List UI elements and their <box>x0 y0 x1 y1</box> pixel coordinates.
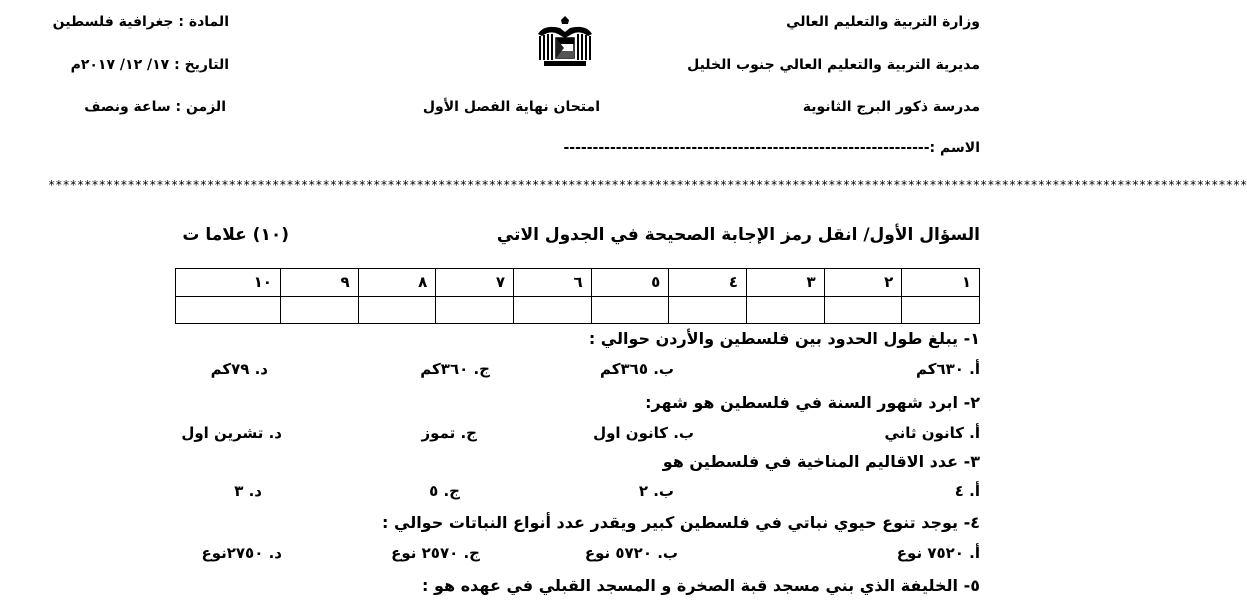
item-4-option-d: د. ٢٧٥٠نوع <box>201 544 282 562</box>
answer-number: ٩ <box>280 269 358 297</box>
item-3-option-c: ج. ٥ <box>429 482 460 500</box>
exam-title: امتحان نهاية الفصل الأول <box>422 99 600 115</box>
answer-table-header-row <box>176 269 980 297</box>
answer-cell <box>436 296 514 324</box>
answer-number: ٧ <box>436 269 514 297</box>
item-4-question: ٤- يوجد تنوع حيوي نباتي في فلسطين كبير ويقدر عدد أنواع النباتات حوالي : <box>382 513 980 532</box>
item-2-option-b: ب. كانون اول <box>593 424 694 442</box>
item-2-option-c: ج. تموز <box>421 424 477 442</box>
question-1-marks: (١٠) علاما ت <box>182 225 289 245</box>
directorate-name: مديرية التربية والتعليم العالي جنوب الخليل <box>687 57 980 73</box>
item-1-option-c: ج. ٣٦٠كم <box>420 360 490 378</box>
eagle-emblem-icon <box>534 14 596 68</box>
answer-number: ٥ <box>591 269 669 297</box>
item-2-option-d: د. تشرين اول <box>181 424 282 442</box>
question-1-title: السؤال الأول/ انقل رمز الإجابة الصحيحة في الجدول الاتي <box>496 225 980 245</box>
item-4-option-a: أ. ٧٥٢٠ نوع <box>896 544 980 562</box>
item-3-option-b: ب. ٢ <box>638 482 674 500</box>
answer-cell <box>669 296 747 324</box>
date-label: التاريخ : ١٧/ ١٢/ ٢٠١٧م <box>70 57 229 73</box>
item-1-option-b: ب. ٣٦٥كم <box>600 360 674 378</box>
item-4-option-c: ج. ٢٥٧٠ نوع <box>391 544 480 562</box>
answer-number: ١٠ <box>176 269 281 297</box>
item-1-question: ١- يبلغ طول الحدود بين فلسطين والأردن حوالي : <box>588 329 980 348</box>
answer-cell <box>176 296 281 324</box>
ministry-name: وزارة التربية والتعليم العالي <box>786 14 980 30</box>
item-3-option-d: د. ٣ <box>234 482 262 500</box>
duration-label: الزمن : ساعة ونصف <box>84 99 226 115</box>
answer-cell <box>746 296 824 324</box>
answer-cell <box>513 296 591 324</box>
student-name-field: الاسم :--------------------------------------------------------------- <box>563 140 980 156</box>
item-3-question: ٣- عدد الاقاليم المناخية في فلسطين هو <box>662 452 980 471</box>
answer-number: ٦ <box>513 269 591 297</box>
item-1-option-a: أ. ٦٣٠كم <box>915 360 980 378</box>
answer-number: ١ <box>902 269 980 297</box>
answer-number: ٨ <box>358 269 436 297</box>
item-3-option-a: أ. ٤ <box>954 482 980 500</box>
item-1-option-d: د. ٧٩كم <box>210 360 268 378</box>
subject-label: المادة : جغرافية فلسطين <box>52 14 229 30</box>
answer-table-blank-row <box>176 296 980 324</box>
answer-cell <box>280 296 358 324</box>
answer-number: ٢ <box>824 269 902 297</box>
answer-cell <box>591 296 669 324</box>
answer-cell <box>902 296 980 324</box>
answer-number: ٣ <box>746 269 824 297</box>
answer-cell <box>824 296 902 324</box>
item-5-question: ٥- الخليفة الذي بني مسجد قبة الصخرة و المسجد القبلي في عهده هو : <box>422 576 980 595</box>
school-name: مدرسة ذكور البرج الثانوية <box>802 99 980 115</box>
answer-number: ٤ <box>669 269 747 297</box>
item-2-question: ٢- ابرد شهور السنة في فلسطين هو شهر: <box>645 393 980 412</box>
answer-cell <box>358 296 436 324</box>
separator-line: ********************************************************************************************************************************************************************** <box>48 178 1247 192</box>
answer-table <box>175 268 980 324</box>
item-2-option-a: أ. كانون ثاني <box>884 424 980 442</box>
item-4-option-b: ب. ٥٧٢٠ نوع <box>584 544 678 562</box>
